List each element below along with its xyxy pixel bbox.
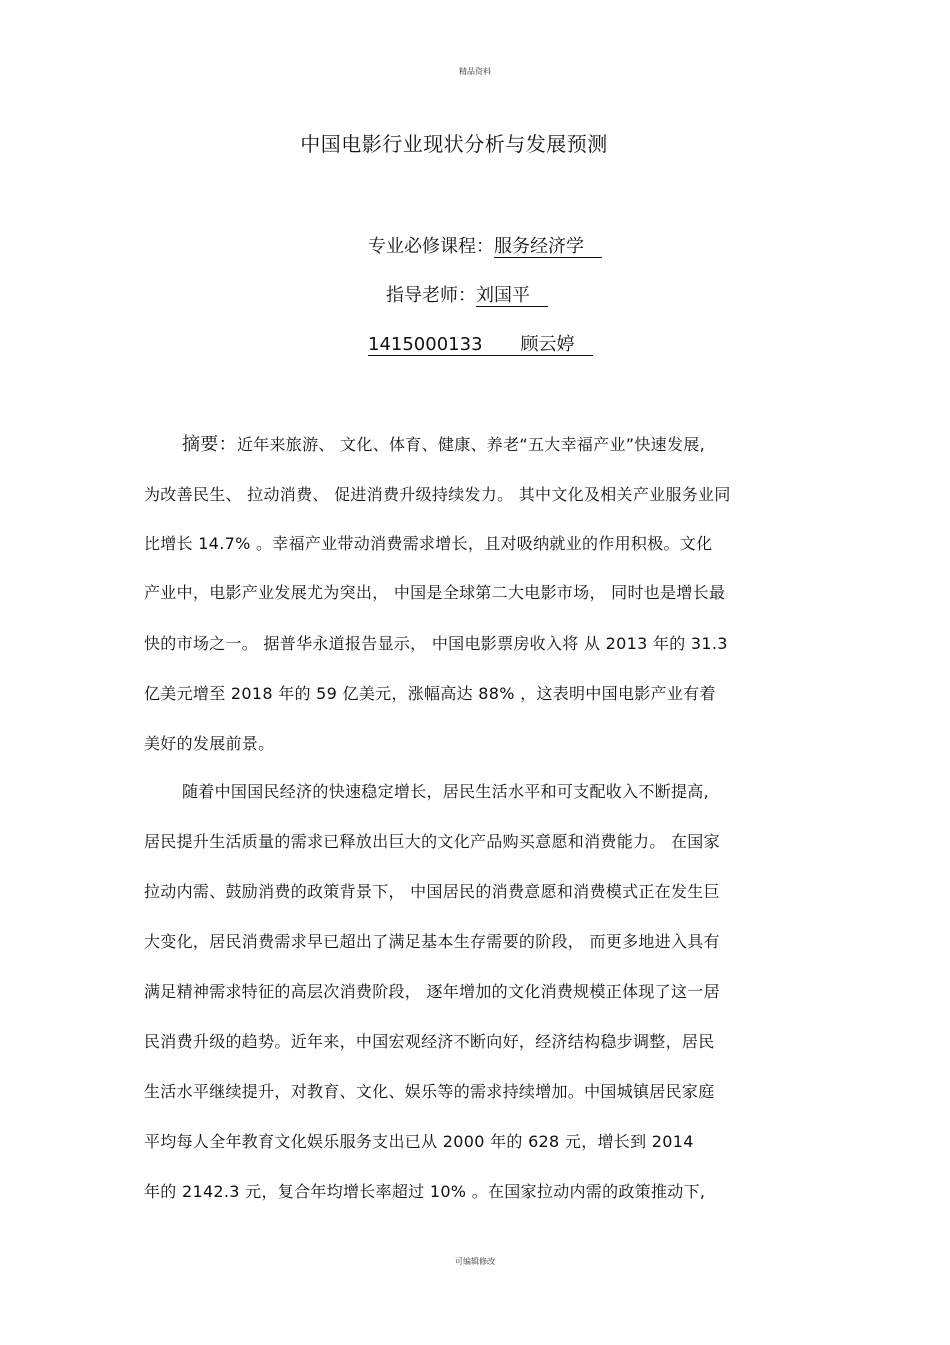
abstract-line: 亿美元增至 2018 年的 59 亿美元，涨幅高达 88% ，这表明中国电影产业有着	[144, 684, 716, 703]
abstract-line: 比增长 14.7% 。幸福产业带动消费需求增长，且对吸纳就业的作用积极。文化	[144, 534, 713, 553]
student-name: 顾云婷	[520, 334, 575, 355]
paragraph-line: 平均每人全年教育文化娱乐服务支出已从 2000 年的 628 元，增长到 2014	[144, 1132, 694, 1151]
paragraph-line: 大变化，居民消费需求早已超出了满足基本生存需要的阶段， 而更多地进入具有	[144, 932, 720, 951]
paragraph-line: 满足精神需求特征的高层次消费阶段， 逐年增加的文化消费规模正体现了这一居	[144, 982, 720, 1001]
student-line	[368, 330, 593, 356]
student-info	[368, 334, 593, 356]
teacher-value: 刘国平	[476, 285, 548, 307]
teacher-label: 指导老师：	[386, 285, 476, 306]
paragraph-line: 年的 2142.3 元，复合年均增长率超过 10% 。在国家拉动内需的政策推动下,	[144, 1182, 706, 1201]
abstract-line: 为改善民生、 拉动消费、 促进消费升级持续发力。 其中文化及相关产业服务业同	[144, 485, 731, 504]
course-line	[368, 232, 602, 258]
abstract-line: 产业中，电影产业发展尤为突出， 中国是全球第二大电影市场， 同时也是增长最	[144, 583, 726, 602]
abstract-text: 近年来旅游、 文化、体育、健康、养老“五大幸福产业”快速发展,	[236, 435, 705, 454]
page-title: 中国电影行业现状分析与发展预测	[300, 132, 608, 156]
teacher-line	[386, 281, 548, 307]
paragraph-line: 居民提升生活质量的需求已释放出巨大的文化产品购买意愿和消费能力。 在国家	[144, 832, 720, 851]
abstract-line: 美好的发展前景。	[144, 734, 275, 753]
header-note: 精品资料	[459, 67, 491, 76]
paragraph-line: 生活水平继续提升，对教育、文化、娱乐等的需求持续增加。中国城镇居民家庭	[144, 1082, 715, 1101]
paragraph-line: 民消费升级的趋势。近年来，中国宏观经济不断向好，经济结构稳步调整，居民	[144, 1032, 715, 1051]
course-value: 服务经济学	[494, 236, 602, 258]
abstract-line: 快的市场之一。 据普华永道报告显示， 中国电影票房收入将 从 2013 年的 31.3	[144, 634, 728, 653]
abstract-line	[182, 430, 705, 456]
abstract-label: 摘要：	[182, 434, 237, 455]
footer-note: 可编辑修改	[455, 1257, 495, 1266]
student-id: 1415000133	[368, 334, 483, 355]
paragraph-line: 拉动内需、鼓励消费的政策背景下， 中国居民的消费意愿和消费模式正在发生巨	[144, 882, 720, 901]
course-label: 专业必修课程：	[368, 236, 494, 257]
paragraph-line: 随着中国国民经济的快速稳定增长，居民生活水平和可支配收入不断提高,	[182, 782, 709, 801]
